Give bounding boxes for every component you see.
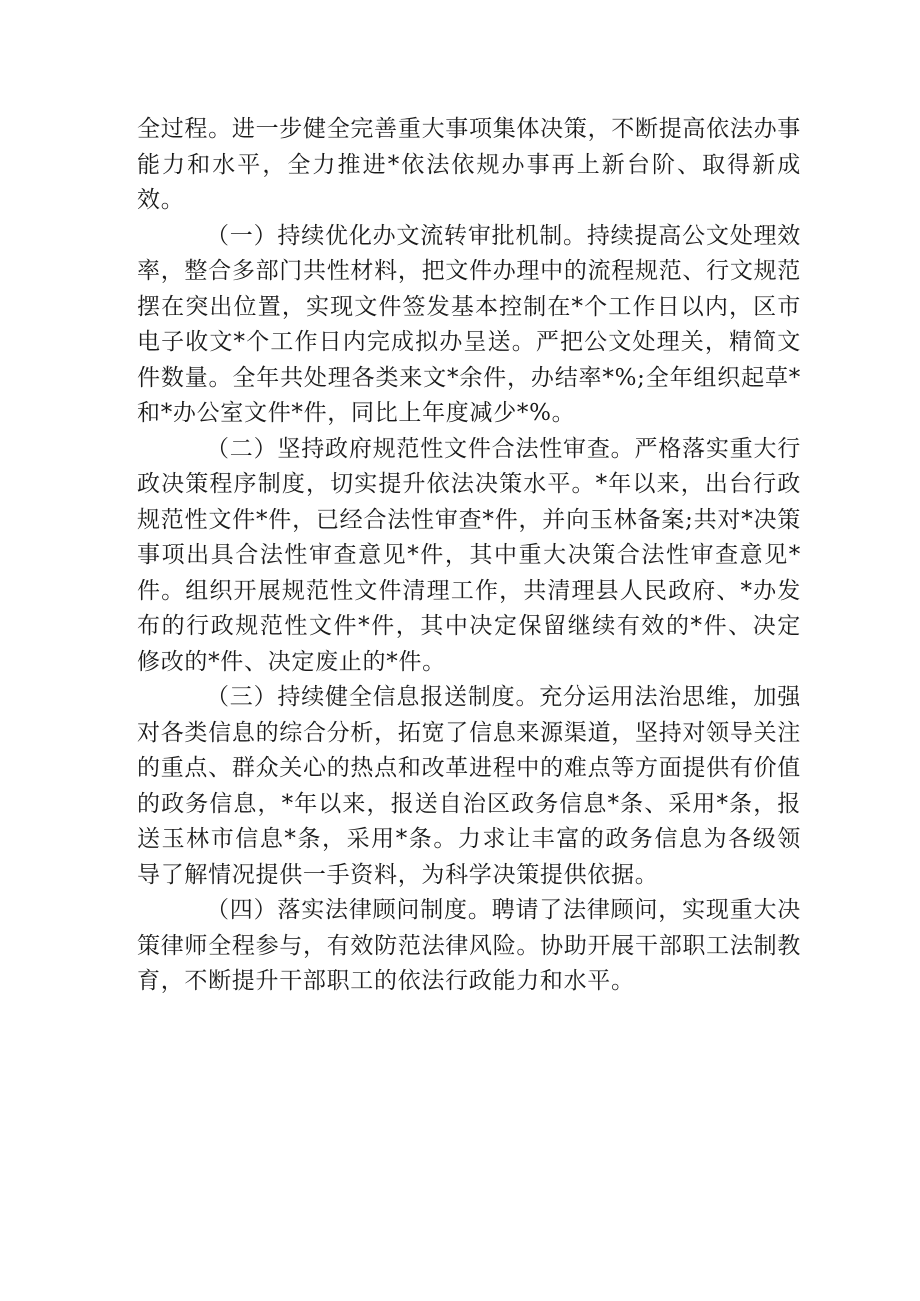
paragraph-section-2: （二）坚持政府规范性文件合法性审查。严格落实重大行政决策程序制度，切实提升依法决策水平。*年以来，出台行政规范性文件*件，已经合法性审查*件，并向玉林备案;共对*决策事项出具合法性审查意见*件，其中重大决策合法性审查意见*件。组织开展规范性文件清理工作，共清理县人民政府、*办发布的行政规范性文件*件，其中决定保留继续有效的*件、决定修改的*件、决定废止的*件。 — [137, 435, 801, 675]
paragraph-section-3: （三）持续健全信息报送制度。充分运用法治思维，加强对各类信息的综合分析，拓宽了信息来源渠道，坚持对领导关注的重点、群众关心的热点和改革进程中的难点等方面提供有价值的政务信息，*年以来，报送自治区政务信息*条、采用*条，报送玉林市信息*条，采用*条。力求让丰富的政务信息为各级领导了解情况提供一手资料，为科学决策提供依据。 — [137, 684, 801, 888]
paragraph-continuation: 全过程。进一步健全完善重大事项集体决策，不断提高依法办事能力和水平，全力推进*依法依规办事再上新台阶、取得新成效。 — [137, 116, 801, 213]
paragraph-section-1: （一）持续优化办文流转审批机制。持续提高公文处理效率，整合多部门共性材料，把文件办理中的流程规范、行文规范摆在突出位置，实现文件签发基本控制在*个工作日以内，区市电子收文*个工作日内完成拟办呈送。严把公文处理关，精简文件数量。全年共处理各类来文*余件，办结率*%;全年组织起草*和*办公室文件*件，同比上年度减少*%。 — [137, 222, 801, 426]
paragraph-section-4: （四）落实法律顾问制度。聘请了法律顾问，实现重大决策律师全程参与，有效防范法律风险。协助开展干部职工法制教育，不断提升干部职工的依法行政能力和水平。 — [137, 897, 801, 994]
document-page — [137, 112, 801, 1000]
